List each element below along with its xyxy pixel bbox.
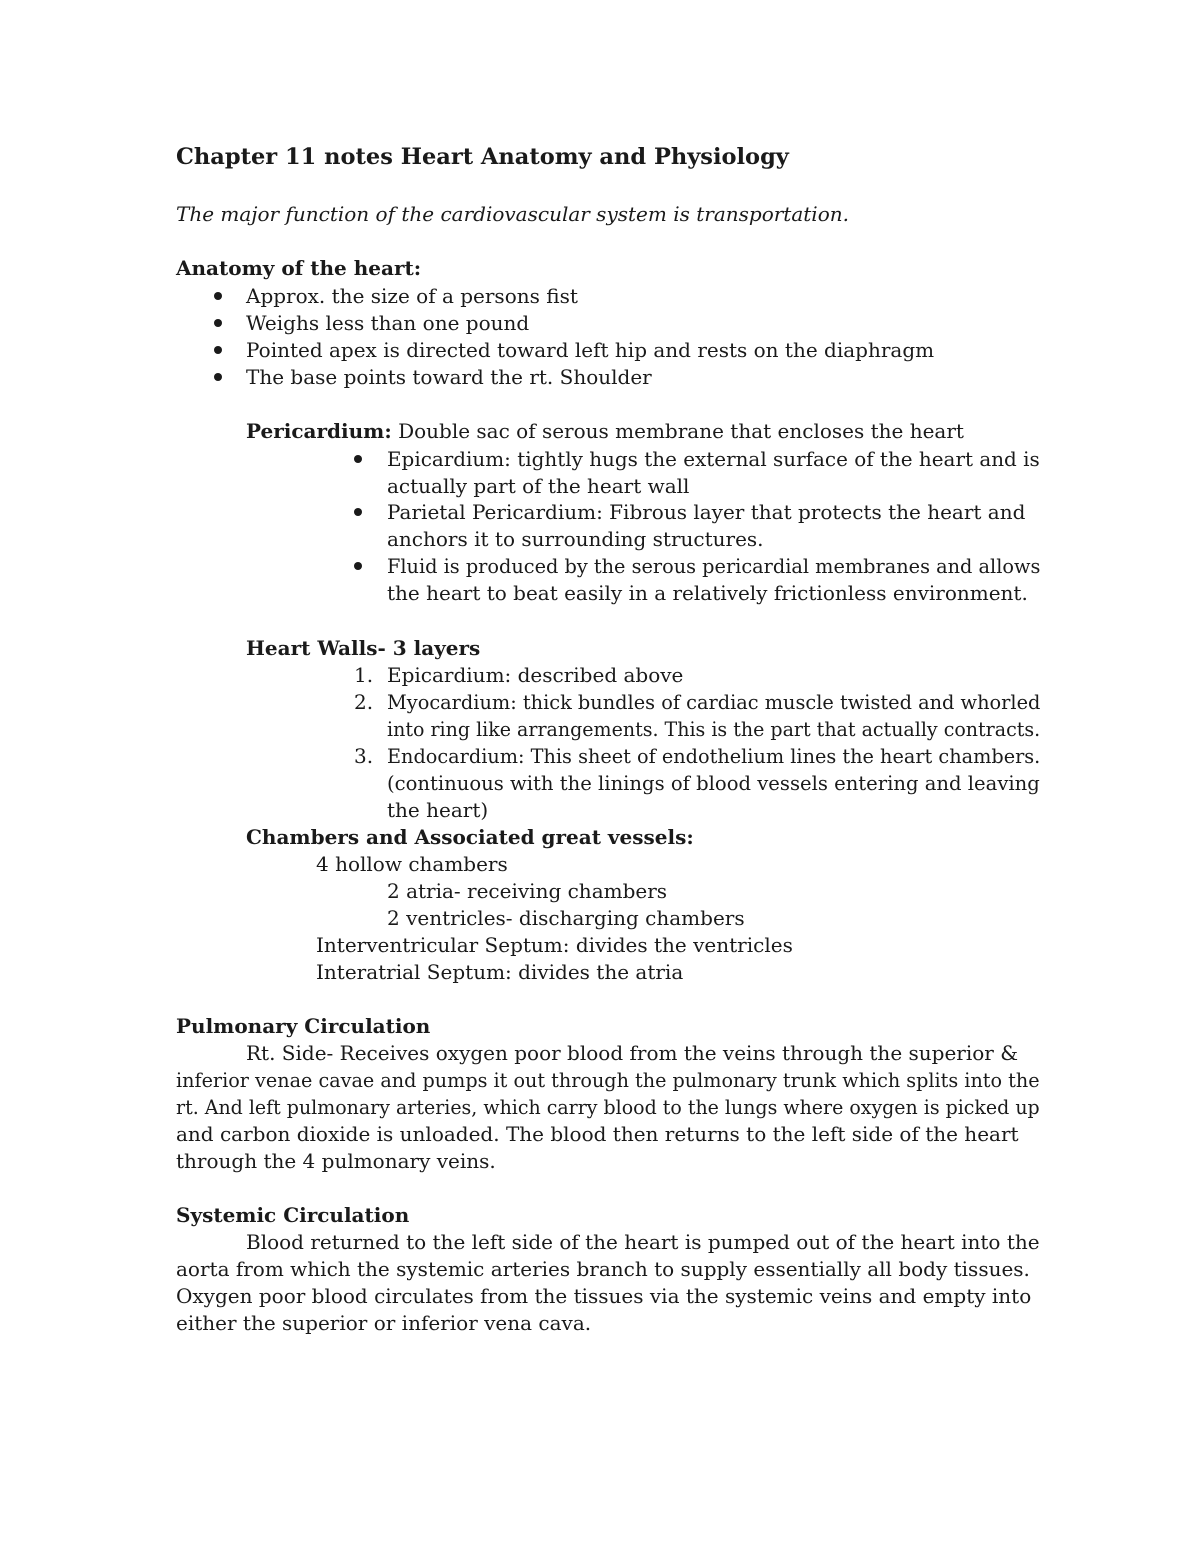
anatomy-bullet: Weighs less than one pound [246, 311, 530, 335]
systemic-line: either the superior or inferior vena cava. [176, 1311, 592, 1335]
pericardium-bullet-line: the heart to beat easily in a relatively frictionless environment. [387, 581, 1028, 605]
anatomy-bullet: The base points toward the rt. Shoulder [246, 365, 652, 389]
systemic-heading: Systemic Circulation [176, 1203, 410, 1227]
bullet-icon [354, 508, 362, 516]
pulmonary-line: Rt. Side- Receives oxygen poor blood from the veins through the superior & [246, 1041, 1019, 1065]
walls-item-line: Endocardium: This sheet of endothelium lines the heart chambers. [387, 744, 1041, 768]
pericardium-bullet-line: Fluid is produced by the serous pericardial membranes and allows [387, 554, 1041, 578]
pulmonary-line: through the 4 pulmonary veins. [176, 1149, 496, 1173]
pulmonary-line: rt. And left pulmonary arteries, which carry blood to the lungs where oxygen is picked up [176, 1095, 1040, 1119]
systemic-line: aorta from which the systemic arteries branch to supply essentially all body tissues. [176, 1257, 1030, 1281]
systemic-line: Blood returned to the left side of the heart is pumped out of the heart into the [246, 1230, 1040, 1254]
chambers-ventricles: 2 ventricles- discharging chambers [387, 906, 745, 930]
anatomy-bullet: Pointed apex is directed toward left hip and rests on the diaphragm [246, 338, 935, 362]
chambers-heading: Chambers and Associated great vessels: [246, 825, 694, 849]
pericardium-bullet-line: actually part of the heart wall [387, 474, 690, 498]
pericardium-bullet-line: anchors it to surrounding structures. [387, 527, 764, 551]
bullet-icon [214, 346, 222, 354]
walls-item-line: Epicardium: described above [387, 663, 684, 687]
walls-heading: Heart Walls- 3 layers [246, 636, 481, 660]
bullet-icon [214, 319, 222, 327]
interventricular-septum: Interventricular Septum: divides the ventricles [316, 933, 793, 957]
page-title: Chapter 11 notes Heart Anatomy and Physiology [176, 144, 789, 170]
list-number: 2. [354, 690, 374, 714]
bullet-icon [354, 455, 362, 463]
bullet-icon [354, 562, 362, 570]
walls-item-line: the heart) [387, 798, 489, 822]
list-number: 1. [354, 663, 374, 687]
anatomy-bullet: Approx. the size of a persons fist [246, 284, 578, 308]
chambers-hollow: 4 hollow chambers [316, 852, 508, 876]
pericardium-bullet-line: Epicardium: tightly hugs the external surface of the heart and is [387, 447, 1040, 471]
pericardium-line [246, 421, 964, 441]
list-number: 3. [354, 744, 374, 768]
walls-item-line: into ring like arrangements. This is the part that actually contracts. [387, 717, 1041, 741]
pulmonary-heading: Pulmonary Circulation [176, 1014, 431, 1038]
chambers-atria: 2 atria- receiving chambers [387, 879, 668, 903]
anatomy-heading: Anatomy of the heart: [176, 256, 422, 280]
intro-text: The major function of the cardiovascular system is transportation. [176, 202, 849, 226]
pulmonary-line: inferior venae cavae and pumps it out through the pulmonary trunk which splits into the [176, 1068, 1040, 1092]
pulmonary-line: and carbon dioxide is unloaded. The blood then returns to the left side of the heart [176, 1122, 1019, 1146]
systemic-line: Oxygen poor blood circulates from the tissues via the systemic veins and empty into [176, 1284, 1032, 1308]
pericardium-bullet-line: Parietal Pericardium: Fibrous layer that protects the heart and [387, 500, 1026, 524]
bullet-icon [214, 373, 222, 381]
bullet-icon [214, 292, 222, 300]
interatrial-septum: Interatrial Septum: divides the atria [316, 960, 684, 984]
walls-item-line: (continuous with the linings of blood vessels entering and leaving [387, 771, 1040, 795]
pericardium-label: Pericardium: [246, 419, 392, 443]
pericardium-text: Double sac of serous membrane that encloses the heart [398, 419, 964, 443]
walls-item-line: Myocardium: thick bundles of cardiac muscle twisted and whorled [387, 690, 1041, 714]
